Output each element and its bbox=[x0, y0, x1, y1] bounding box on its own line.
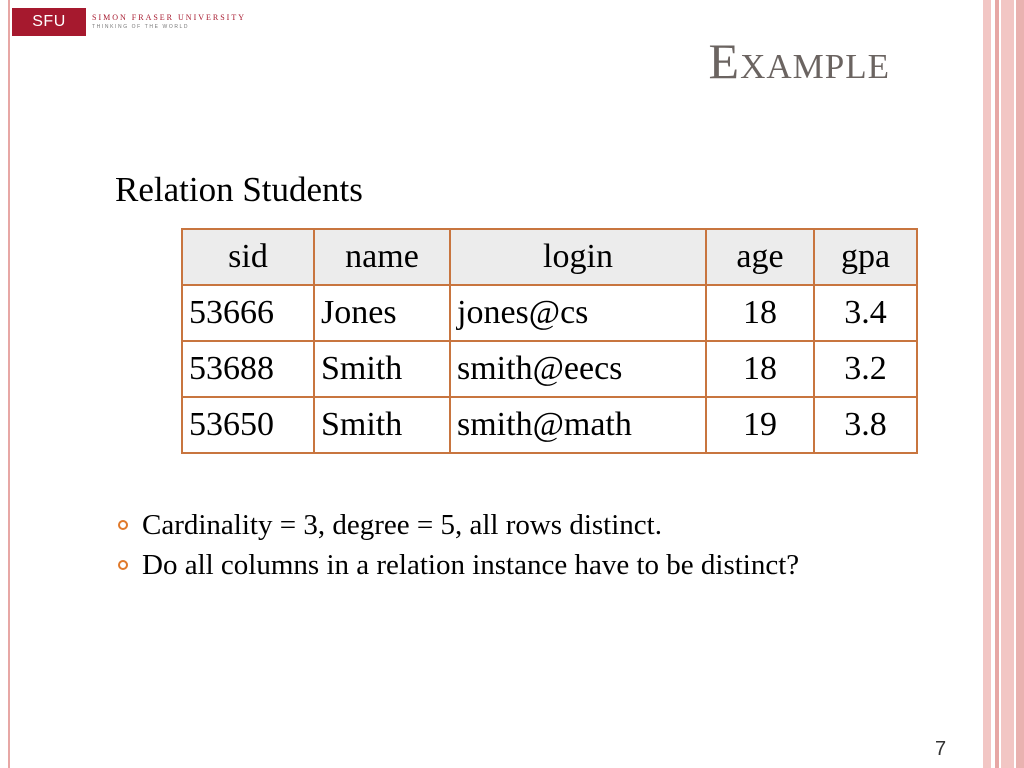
table-body bbox=[182, 285, 917, 453]
cell-sid: 53666 bbox=[182, 285, 314, 341]
cell-sid: 53650 bbox=[182, 397, 314, 453]
column-header-name: name bbox=[314, 229, 450, 285]
cell-sid: 53688 bbox=[182, 341, 314, 397]
list-item bbox=[118, 508, 918, 542]
ring-bullet-icon bbox=[118, 560, 128, 570]
header-row bbox=[182, 229, 917, 285]
cell-name: Jones bbox=[314, 285, 450, 341]
table-row bbox=[182, 341, 917, 397]
slide-title: Example bbox=[708, 33, 890, 89]
left-border-stripe bbox=[8, 0, 10, 768]
sfu-logo bbox=[12, 8, 246, 36]
bullet-text: Cardinality = 3, degree = 5, all rows distinct. bbox=[142, 509, 662, 541]
students-table bbox=[181, 228, 918, 454]
cell-age: 19 bbox=[706, 397, 814, 453]
right-border-stripe-2 bbox=[995, 0, 999, 768]
column-header-gpa: gpa bbox=[814, 229, 917, 285]
logo-tagline: THINKING OF THE WORLD bbox=[92, 24, 190, 30]
bullet-list bbox=[118, 508, 918, 588]
column-header-login: login bbox=[450, 229, 706, 285]
right-border-stripe-3 bbox=[1001, 0, 1014, 768]
table-row bbox=[182, 285, 917, 341]
cell-age: 18 bbox=[706, 341, 814, 397]
logo-university-name: SIMON FRASER UNIVERSITY bbox=[92, 13, 247, 22]
cell-gpa: 3.8 bbox=[814, 397, 917, 453]
right-border-stripe-4 bbox=[1016, 0, 1024, 768]
ring-bullet-icon bbox=[118, 520, 128, 530]
page-number: 7 bbox=[935, 738, 947, 760]
list-item bbox=[118, 548, 918, 582]
cell-login: smith@math bbox=[450, 397, 706, 453]
cell-gpa: 3.2 bbox=[814, 341, 917, 397]
table-row bbox=[182, 397, 917, 453]
logo-text bbox=[92, 13, 246, 31]
right-border-gap bbox=[991, 0, 993, 768]
column-header-age: age bbox=[706, 229, 814, 285]
cell-name: Smith bbox=[314, 397, 450, 453]
right-border-stripe-1 bbox=[983, 0, 991, 768]
cell-gpa: 3.4 bbox=[814, 285, 917, 341]
cell-age: 18 bbox=[706, 285, 814, 341]
table-header bbox=[182, 229, 917, 285]
column-header-sid: sid bbox=[182, 229, 314, 285]
cell-name: Smith bbox=[314, 341, 450, 397]
relation-caption: Relation Students bbox=[115, 170, 363, 209]
bullet-text: Do all columns in a relation instance have to be distinct? bbox=[142, 549, 800, 581]
logo-mark: SFU bbox=[12, 8, 86, 36]
cell-login: smith@eecs bbox=[450, 341, 706, 397]
cell-login: jones@cs bbox=[450, 285, 706, 341]
